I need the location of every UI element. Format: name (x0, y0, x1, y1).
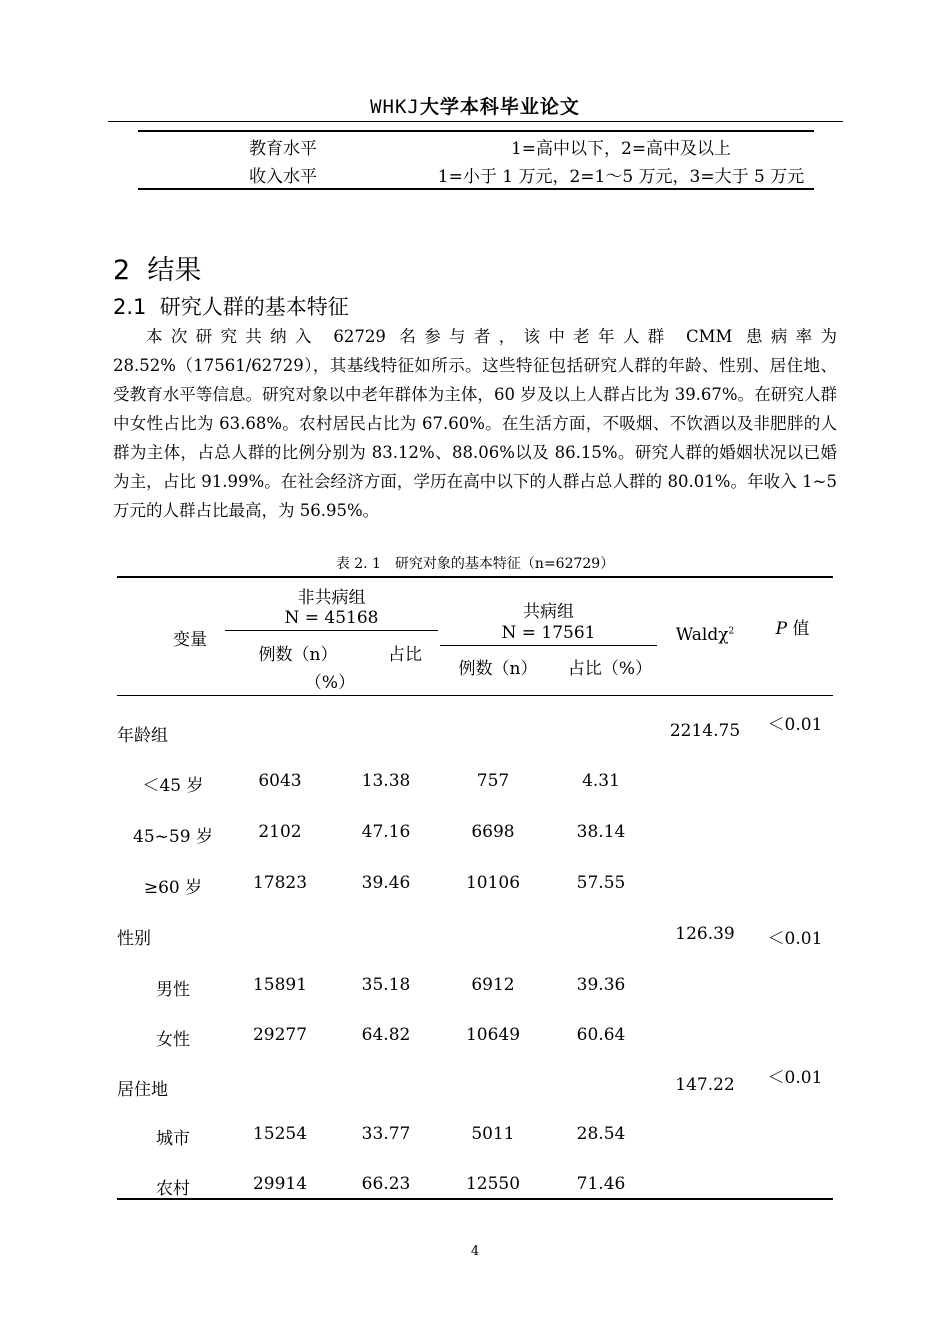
wald-value: 2214.75 (669, 721, 741, 741)
subsection-number: 2.1 (113, 295, 147, 319)
subsection-title: 研究人群的基本特征 (159, 295, 349, 319)
header-p-value: P 值 (775, 619, 810, 639)
page-header (0, 92, 950, 119)
cell-p1: 64.82 (361, 1025, 411, 1045)
header-group1-count: 例数（n） (258, 645, 338, 665)
header-group2-count: 例数（n） (458, 659, 538, 679)
group2-underline (440, 645, 657, 646)
header-group2-pct: 占比（%） (567, 659, 653, 679)
p-value: ＜0.01 (767, 715, 823, 735)
cell-p1: 66.23 (361, 1174, 411, 1194)
table-bottom-rule (117, 1198, 833, 1200)
continuation-table-top-rule (138, 130, 814, 132)
row-label: 男性 (156, 980, 190, 1000)
row-label: 城市 (156, 1129, 190, 1149)
cell-n2: 5011 (471, 1124, 515, 1144)
cell-p2: 60.64 (576, 1025, 626, 1045)
cell-n2: 10649 (465, 1025, 521, 1045)
continuation-table-bottom-rule (138, 188, 814, 190)
cell-p2: 38.14 (576, 822, 626, 842)
group-label-sex: 性别 (117, 929, 151, 949)
cell-n1: 17823 (252, 873, 308, 893)
cell-p1: 33.77 (361, 1124, 411, 1144)
row-label: 女性 (156, 1030, 190, 1050)
group1-underline (225, 630, 438, 631)
cell-n2: 757 (476, 771, 510, 791)
header-group1-pct-unit: （%） (304, 673, 356, 693)
continuation-variable: 收入水平 (249, 167, 317, 187)
header-wald: Waldχ$^2$ (675, 625, 735, 645)
p-value: ＜0.01 (767, 929, 823, 949)
header-group1-n: N = 45168 (284, 608, 379, 628)
section-title: 结果 (147, 255, 202, 286)
cell-n2: 10106 (465, 873, 521, 893)
cell-n1: 15254 (252, 1124, 308, 1144)
cell-n1: 29277 (252, 1025, 308, 1045)
cell-p2: 28.54 (576, 1124, 626, 1144)
header-title: 大学本科毕业论文 (419, 96, 580, 118)
cell-p2: 4.31 (582, 771, 620, 791)
group-label-age: 年龄组 (117, 726, 168, 746)
cell-p1: 39.46 (361, 873, 411, 893)
cell-p1: 13.38 (361, 771, 411, 791)
cell-n1: 6043 (258, 771, 302, 791)
cell-n1: 15891 (252, 975, 308, 995)
header-group1-pct: 占比 (388, 645, 422, 665)
cell-n2: 6912 (471, 975, 515, 995)
page-number: 4 (470, 1244, 480, 1259)
continuation-row-education (138, 134, 814, 162)
cell-p2: 71.46 (576, 1174, 626, 1194)
cell-p1: 47.16 (361, 822, 411, 842)
continuation-variable: 教育水平 (249, 139, 317, 159)
table-header-rule (117, 695, 833, 696)
continuation-row-income (138, 162, 814, 190)
header-variable: 变量 (173, 630, 207, 650)
section-heading (113, 248, 201, 287)
header-latin: WHKJ (370, 96, 420, 118)
continuation-coding: 1=小于 1 万元，2=1～5 万元，3=大于 5 万元 (437, 167, 805, 187)
group-label-residence: 居住地 (117, 1080, 168, 1100)
p-value: ＜0.01 (767, 1068, 823, 1088)
row-label: 45~59 岁 (133, 827, 213, 847)
cell-n2: 6698 (471, 822, 515, 842)
cell-p2: 57.55 (576, 873, 626, 893)
table-caption: 表 2. 1 研究对象的基本特征（n=62729） (335, 556, 615, 572)
cell-p2: 39.36 (576, 975, 626, 995)
body-paragraph: 本次研究共纳入 62729 名参与者，该中老年人群 CMM 患病率为 28.52%（17561/62729），其基线特征如所示。这些特征包括研究人群的年龄、性别、居住地、受教育水平等信息。研究对象以中老年群体为主体，60 岁及以上人群占比为 39.67%。在研究人群中女性占比为 63.68%。农村居民占比为 67.60%。在生活方面，不吸烟、不饮酒以及非肥胖的人群为主体，占总人群的比例分别为 83.12%、88.06%以及 86.15%。研究人群的婚姻状况以已婚为主，占比 91.99%。在社会经济方面，学历在高中以下的人群占总人群的 80.01%。年收入 1~5 万元的人群占比最高，为 56.95%。 (113, 327, 837, 520)
continuation-coding: 1=高中以下，2=高中及以上 (510, 139, 732, 159)
wald-value: 147.22 (675, 1075, 735, 1095)
header-divider (108, 121, 843, 122)
cell-n2: 12550 (465, 1174, 521, 1194)
wald-value: 126.39 (675, 924, 735, 944)
cell-p1: 35.18 (361, 975, 411, 995)
cell-n1: 29914 (252, 1174, 308, 1194)
cell-n1: 2102 (258, 822, 302, 842)
row-label: ＜45 岁 (142, 776, 204, 796)
subsection-heading (113, 291, 349, 321)
section-number: 2 (113, 255, 131, 286)
header-group2-name: 共病组 (523, 602, 574, 622)
table-top-rule (117, 576, 833, 578)
row-label: ≥60 岁 (143, 878, 203, 898)
header-group2-n: N = 17561 (501, 623, 596, 643)
row-label: 农村 (156, 1179, 190, 1199)
header-group1-name: 非共病组 (297, 588, 366, 608)
